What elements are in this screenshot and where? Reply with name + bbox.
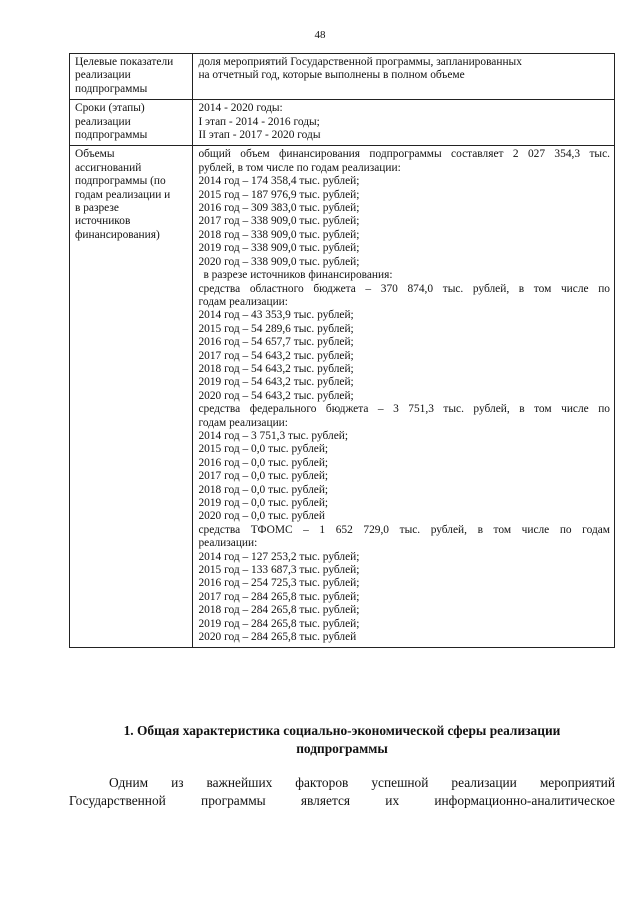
label-line: подпрограммы (по	[75, 175, 166, 188]
label-line: финансирования)	[75, 228, 160, 241]
regional-budget-intro: средства областного бюджета – 370 874,0 тыс. рублей, в том числе по	[198, 282, 610, 295]
year-line: 2014 год – 43 353,9 тыс. рублей;	[198, 309, 354, 322]
label-line: реализации	[75, 115, 131, 128]
sources-heading: в разрезе источников финансирования:	[203, 269, 393, 282]
row-label	[70, 54, 193, 100]
tfoms-intro-cont: реализации:	[198, 537, 258, 550]
row-value	[193, 100, 615, 146]
year-line: 2017 год – 0,0 тыс. рублей;	[198, 470, 329, 483]
table-row-target-indicators	[70, 54, 615, 100]
section-title	[69, 722, 615, 758]
row-value	[193, 146, 615, 648]
row-label	[70, 100, 193, 146]
year-line: 2019 год – 284 265,8 тыс. рублей;	[198, 617, 360, 630]
year-line: 2020 год – 54 643,2 тыс. рублей;	[198, 389, 354, 402]
page-number: 48	[314, 29, 326, 41]
year-line: 2018 год – 0,0 тыс. рублей;	[198, 483, 329, 496]
tfoms-intro: средства ТФОМС – 1 652 729,0 тыс. рублей, в том числе по годам	[198, 523, 610, 536]
row-value	[193, 54, 615, 100]
value-line: 2014 - 2020 годы:	[198, 102, 283, 115]
section-title-line: 1. Общая характеристика социально-экономической сферы реализации	[123, 723, 561, 738]
label-line: подпрограммы	[75, 82, 148, 95]
federal-budget-intro: средства федерального бюджета – 3 751,3 тыс. рублей, в том числе по	[198, 403, 610, 416]
label-line: реализации	[75, 69, 131, 82]
paragraph-line: Государственной программы является их информационно-аналитическое	[69, 793, 615, 808]
total-funding-line: общий объем финансирования подпрограммы составляет 2 027 354,3 тыс.	[198, 148, 610, 161]
year-line: 2017 год – 284 265,8 тыс. рублей;	[198, 590, 360, 603]
body-paragraph	[69, 774, 615, 810]
value-line: I этап - 2014 - 2016 годы;	[198, 115, 320, 128]
year-line: 2017 год – 338 909,0 тыс. рублей;	[198, 215, 360, 228]
year-line: 2019 год – 54 643,2 тыс. рублей;	[198, 376, 354, 389]
label-line: Сроки (этапы)	[75, 102, 145, 115]
label-line: годам реализации и	[75, 188, 171, 201]
label-line: Объемы	[75, 148, 115, 161]
year-line: 2016 год – 309 383,0 тыс. рублей;	[198, 202, 360, 215]
year-line: 2015 год – 0,0 тыс. рублей;	[198, 443, 329, 456]
year-line: 2016 год – 0,0 тыс. рублей;	[198, 456, 329, 469]
subprogram-passport-table	[69, 53, 615, 648]
year-line: 2020 год – 338 909,0 тыс. рублей;	[198, 255, 360, 268]
row-label	[70, 146, 193, 648]
value-line: II этап - 2017 - 2020 годы	[198, 129, 321, 142]
label-line: Целевые показатели	[75, 56, 174, 68]
year-line: 2018 год – 338 909,0 тыс. рублей;	[198, 228, 360, 241]
year-line: 2019 год – 0,0 тыс. рублей;	[198, 497, 329, 509]
year-line: 2017 год – 54 643,2 тыс. рублей;	[198, 349, 354, 362]
label-line: в разрезе	[75, 202, 119, 215]
paragraph-line: Одним из важнейших факторов успешной реализации мероприятий	[109, 775, 615, 790]
year-line: 2019 год – 338 909,0 тыс. рублей;	[198, 242, 360, 255]
year-line: 2014 год – 174 358,4 тыс. рублей;	[198, 175, 360, 188]
year-line: 2015 год – 133 687,3 тыс. рублей;	[198, 564, 360, 577]
year-line: 2016 год – 254 725,3 тыс. рублей;	[198, 577, 360, 590]
year-line: 2016 год – 54 657,7 тыс. рублей;	[198, 336, 354, 349]
year-line: 2015 год – 187 976,9 тыс. рублей;	[198, 188, 360, 201]
value-line: рублей, в том числе по годам реализации:	[198, 161, 401, 174]
section-title-line: подпрограммы	[296, 741, 388, 756]
label-line: подпрограммы	[75, 129, 148, 142]
year-line: 2014 год – 3 751,3 тыс. рублей;	[198, 429, 349, 442]
table-row-terms-stages	[70, 100, 615, 146]
year-line: 2020 год – 284 265,8 тыс. рублей	[198, 631, 357, 644]
regional-budget-intro-cont: годам реализации:	[198, 295, 288, 308]
year-line: 2014 год – 127 253,2 тыс. рублей;	[198, 550, 360, 563]
year-line: 2020 год – 0,0 тыс. рублей	[198, 510, 325, 523]
value-line: на отчетный год, которые выполнены в полном объеме	[198, 69, 465, 82]
year-line: 2015 год – 54 289,6 тыс. рублей;	[198, 322, 354, 335]
label-line: источников	[75, 215, 131, 228]
label-line: ассигнований	[75, 161, 142, 174]
federal-budget-intro-cont: годам реализации:	[198, 416, 288, 429]
year-line: 2018 год – 284 265,8 тыс. рублей;	[198, 604, 360, 617]
table-row-financing-volumes	[70, 146, 615, 648]
year-line: 2018 год – 54 643,2 тыс. рублей;	[198, 362, 354, 375]
value-line: доля мероприятий Государственной программы, запланированных	[198, 56, 522, 68]
